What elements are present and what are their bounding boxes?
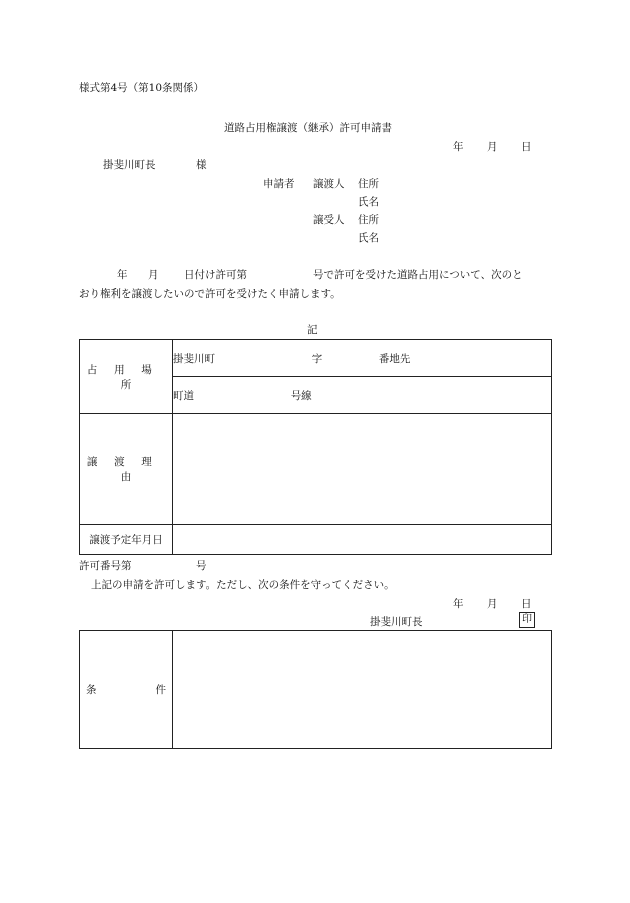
location-road-cell[interactable] [173,377,552,414]
town-label: 掛斐川町 [173,352,215,365]
seal-stamp [519,612,535,628]
body-day-permit: 日付け許可第 [184,269,247,281]
permit-date-year: 年 [453,598,464,610]
transferee-address-label: 住所 [358,214,379,226]
conditions-field[interactable] [173,631,552,749]
date-year: 年 [453,141,464,153]
aza-label: 字 [311,352,323,365]
permit-statement: 上記の申請を許可します。ただし、次の条件を守ってください。 [91,579,395,591]
permit-mayor: 掛斐川町長 [370,616,423,628]
body-line2: おり権利を譲渡したいので許可を受けたく申請します。 [79,288,341,300]
permit-number-label: 許可番号第 [79,560,132,572]
scheduled-date-label: 譲渡予定年月日 [80,525,173,555]
transferee-label: 譲受人 [313,214,345,226]
conditions-label: 条 件 [86,684,166,696]
conditions-label-cell [80,631,173,749]
ki-heading: 記 [307,324,318,336]
reason-field[interactable] [173,414,552,525]
reason-label: 譲 渡 理 由 [86,456,152,483]
location-town-cell[interactable] [173,340,552,377]
road-label: 町道 [173,389,194,402]
body-line1-rest: 号で許可を受けた道路占用について、次のと [313,269,523,281]
transferor-address-label: 住所 [358,178,379,190]
body-year: 年 [117,269,128,281]
reason-label-cell [80,414,173,525]
seal-mark: 印 [519,612,535,628]
transferor-label: 譲渡人 [313,178,345,190]
location-label-cell [80,340,173,414]
permit-number-suffix: 号 [196,560,207,572]
addressee-honorific: 様 [196,159,207,171]
banchi-label: 番地先 [378,352,411,365]
scheduled-date-field[interactable] [173,525,552,555]
permit-date-day: 日 [521,598,532,610]
date-day: 日 [521,141,532,153]
route-label: 号線 [290,389,312,402]
body-month: 月 [148,269,159,281]
date-month: 月 [487,141,498,153]
applicant-label: 申請者 [263,178,295,190]
form-number: 様式第4号（第10条関係） [79,82,205,94]
transferee-name-label: 氏名 [358,232,379,244]
addressee-name: 掛斐川町長 [103,159,156,171]
application-table [79,339,552,555]
permit-date-month: 月 [487,598,498,610]
document-title: 道路占用権譲渡（継承）許可申請書 [224,122,392,134]
conditions-table [79,630,552,749]
location-label: 占 用 場 所 [86,363,152,391]
transferor-name-label: 氏名 [358,196,379,208]
